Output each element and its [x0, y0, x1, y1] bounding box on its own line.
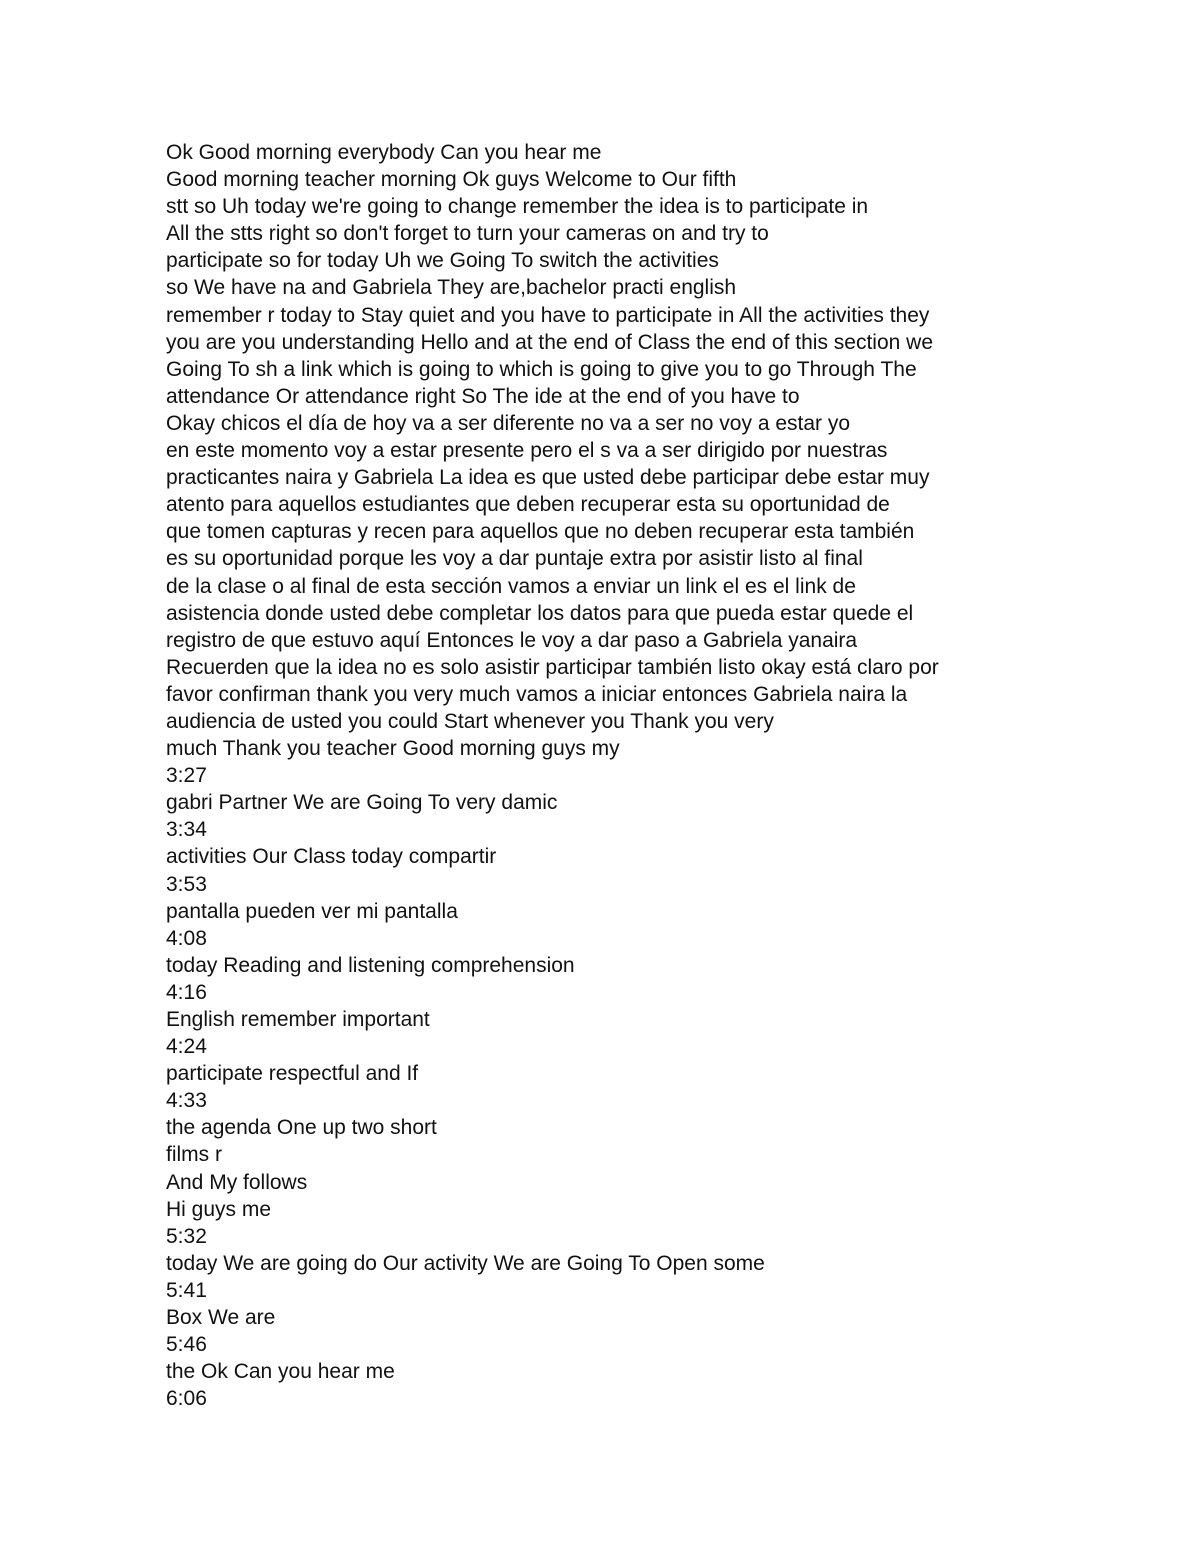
- transcript-line: favor confirman thank you very much vamos a iniciar entonces Gabriela naira la: [166, 682, 908, 706]
- transcript-line: stt so Uh today we're going to change remember the idea is to participate in: [166, 195, 869, 219]
- transcript-line: 3:27: [166, 764, 207, 788]
- transcript-line: de la clase o al final de esta sección vamos a enviar un link el es el link de: [166, 574, 856, 598]
- transcript-line: so We have na and Gabriela They are,bachelor practi english: [166, 276, 737, 300]
- transcript-line: activities Our Class today compartir: [166, 845, 497, 869]
- transcript-line: 4:24: [166, 1035, 207, 1059]
- transcript-line: remember r today to Stay quiet and you have to participate in All the activities they: [166, 303, 930, 327]
- transcript-line: films r: [166, 1143, 222, 1167]
- transcript-line: participate respectful and If: [166, 1062, 419, 1086]
- transcript-line: que tomen capturas y recen para aquellos que no deben recuperar esta también: [166, 520, 915, 544]
- transcript-line: registro de que estuvo aquí Entonces le voy a dar paso a Gabriela yanaira: [166, 628, 858, 652]
- transcript-line: 3:53: [166, 872, 207, 896]
- transcript-line: 3:34: [166, 818, 207, 842]
- transcript-line: 4:33: [166, 1089, 207, 1113]
- transcript-text: [166, 139, 1066, 1412]
- transcript-line: 6:06: [166, 1387, 207, 1411]
- transcript-line: es su oportunidad porque les voy a dar puntaje extra por asistir listo al final: [166, 547, 863, 571]
- transcript-line: Okay chicos el día de hoy va a ser diferente no va a ser no voy a estar yo: [166, 411, 851, 435]
- transcript-line: Going To sh a link which is going to which is going to give you to go Through The: [166, 357, 917, 381]
- transcript-line: you are you understanding Hello and at the end of Class the end of this section we: [166, 330, 933, 354]
- transcript-line: 4:08: [166, 926, 207, 950]
- transcript-line: pantalla pueden ver mi pantalla: [166, 899, 458, 923]
- transcript-line: English remember important: [166, 1008, 430, 1031]
- transcript-line: 5:46: [166, 1333, 207, 1357]
- transcript-line: And My follows: [166, 1170, 308, 1194]
- transcript-line: gabri Partner We are Going To very damic: [166, 791, 558, 815]
- transcript-line: All the stts right so don't forget to turn your cameras on and try to: [166, 222, 769, 246]
- transcript-line: today We are going do Our activity We are Going To Open some: [166, 1251, 765, 1275]
- transcript-line: en este momento voy a estar presente pero el s va a ser dirigido por nuestras: [166, 439, 888, 463]
- transcript-line: Box We are: [166, 1306, 276, 1330]
- transcript-line: atento para aquellos estudiantes que deben recuperar esta su oportunidad de: [166, 493, 890, 517]
- transcript-line: the Ok Can you hear me: [166, 1360, 395, 1384]
- transcript-line: 5:32: [166, 1224, 207, 1248]
- transcript-line: today Reading and listening comprehension: [166, 953, 575, 977]
- transcript-line: 4:16: [166, 980, 207, 1004]
- transcript-line: Hi guys me: [166, 1197, 272, 1221]
- transcript-line: much Thank you teacher Good morning guys my: [166, 737, 620, 761]
- transcript-line: Ok Good morning everybody Can you hear me: [166, 141, 602, 164]
- transcript-line: asistencia donde usted debe completar los datos para que pueda estar quede el: [166, 601, 914, 625]
- transcript-line: Good morning teacher morning Ok guys Welcome to Our fifth: [166, 168, 737, 192]
- transcript-line: audiencia de usted you could Start whenever you Thank you very: [166, 709, 774, 733]
- transcript-line: attendance Or attendance right So The ide at the end of you have to: [166, 384, 800, 408]
- transcript-line: 5:41: [166, 1278, 207, 1302]
- transcript-line: practicantes naira y Gabriela La idea es que usted debe participar debe estar muy: [166, 466, 930, 490]
- transcript-line: Recuerden que la idea no es solo asistir participar también listo okay está claro por: [166, 655, 939, 679]
- transcript-line: participate so for today Uh we Going To switch the activities: [166, 249, 719, 273]
- transcript-line: the agenda One up two short: [166, 1116, 437, 1140]
